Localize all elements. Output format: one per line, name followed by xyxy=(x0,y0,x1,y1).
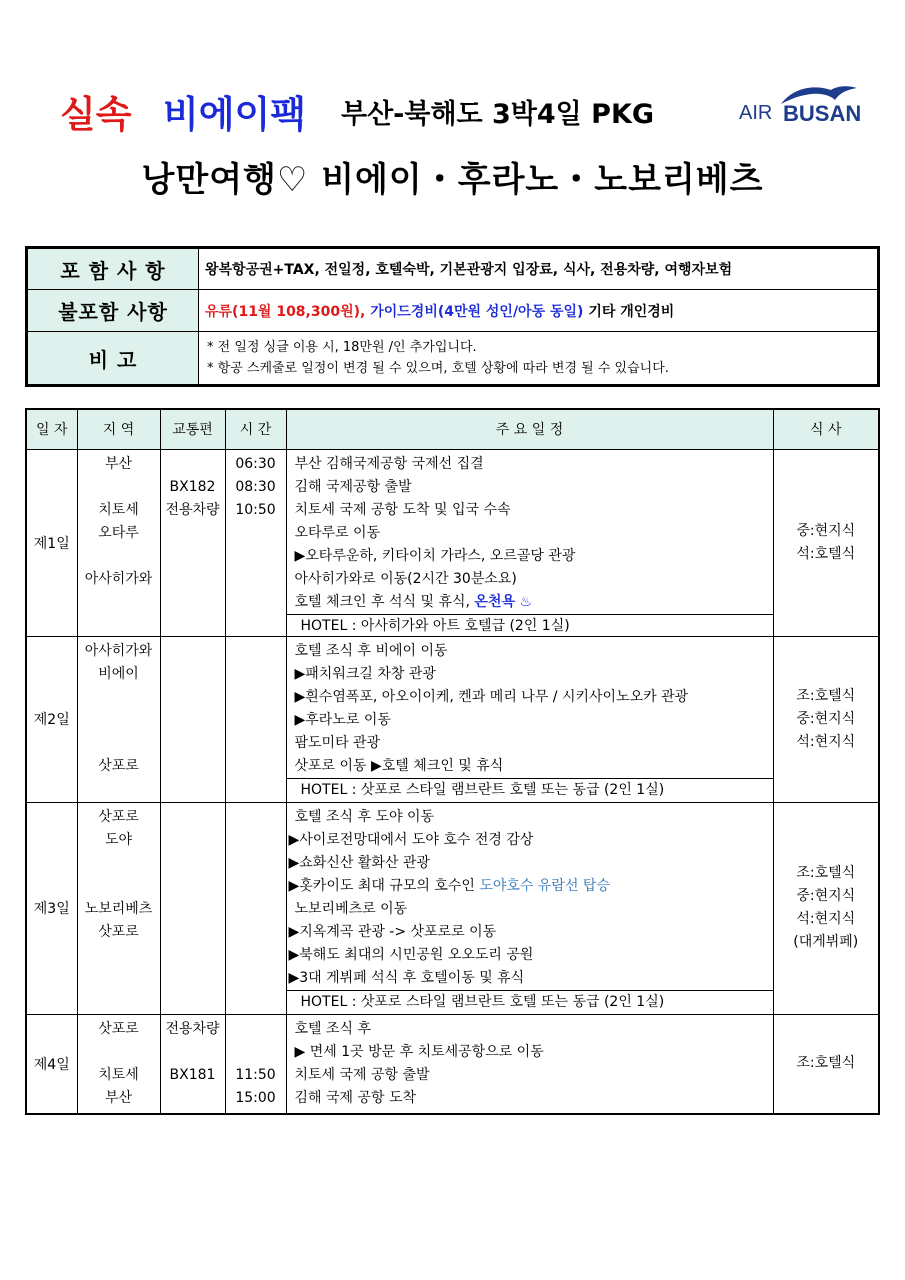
note-line-2: * 항공 스케줄로 일정이 변경 될 수 있으며, 호텔 상황에 따라 변경 될 수 있습니다. xyxy=(207,361,669,376)
region xyxy=(78,875,160,898)
day1-row xyxy=(26,449,879,636)
note-value xyxy=(199,332,879,386)
day2-meals xyxy=(773,636,879,802)
region: 삿포로 xyxy=(98,923,139,940)
meal: 중:현지식 xyxy=(796,522,856,539)
time xyxy=(226,1041,286,1064)
day2-times xyxy=(225,636,286,802)
time: 10:50 xyxy=(235,501,276,518)
region xyxy=(78,476,160,499)
region: 도야 xyxy=(104,831,133,848)
title-highlight-red: 실속 xyxy=(60,93,132,136)
day4-meals xyxy=(773,1014,879,1114)
air-busan-logo xyxy=(735,82,860,132)
region: 치토세 xyxy=(98,1066,139,1083)
header-transport: 교통편 xyxy=(160,409,225,449)
region xyxy=(78,709,160,732)
day2-transport xyxy=(160,636,225,802)
transport xyxy=(161,453,225,476)
itinerary-item-with-cruise xyxy=(287,875,773,898)
schedule-header-row xyxy=(26,409,879,449)
meal: 중:현지식 xyxy=(796,888,856,904)
region: 삿포로 xyxy=(98,757,139,774)
time: 06:30 xyxy=(235,455,276,472)
header-meal: 식 사 xyxy=(773,409,879,449)
note-row xyxy=(27,332,879,386)
transport xyxy=(161,1087,225,1110)
day3-row xyxy=(26,802,879,1014)
excluded-label: 불포함 사항 xyxy=(27,290,199,332)
title-highlight-blue: 비에이팩 xyxy=(163,93,306,136)
itinerary-item: 아사히가와로 이동(2시간 30분소요) xyxy=(294,570,517,587)
included-label: 포 함 사 항 xyxy=(27,248,199,290)
excluded-value xyxy=(199,290,879,332)
itinerary-item: ▶오타루운하, 키타이치 가라스, 오르골당 관광 xyxy=(294,547,576,564)
time xyxy=(226,1018,286,1041)
region: 부산 xyxy=(104,455,133,472)
region xyxy=(78,545,160,568)
transport: BX182 xyxy=(169,478,216,495)
meal: (대게뷔페) xyxy=(793,934,859,950)
itinerary-item: 김해 국제 공항 도착 xyxy=(294,1089,417,1106)
transport: BX181 xyxy=(169,1066,216,1083)
excluded-fuel: 유류(11월 108,300원), xyxy=(205,303,366,320)
itinerary-item: 팜도미타 관광 xyxy=(294,734,381,751)
day4-row xyxy=(26,1014,879,1114)
itinerary-item: ▶사이로전망대에서 도야 호수 전경 감상 xyxy=(288,831,534,848)
header-day: 일 자 xyxy=(26,409,77,449)
day1-transport xyxy=(160,449,225,636)
included-value: 왕복항공권+TAX, 전일정, 호텔숙박, 기본관광지 입장료, 식사, 전용차량, 여행자보험 xyxy=(199,248,879,290)
day3-meals xyxy=(773,802,879,1014)
itinerary-item: 호텔 조식 후 도야 이동 xyxy=(294,808,435,825)
region: 삿포로 xyxy=(98,808,139,825)
day1-label: 제1일 xyxy=(26,449,77,636)
time: 15:00 xyxy=(235,1089,276,1106)
day3-times xyxy=(225,802,286,1014)
day3-itinerary xyxy=(286,802,773,1014)
itinerary-item: 오타루로 이동 xyxy=(294,524,381,541)
meal: 중:현지식 xyxy=(796,710,856,727)
excluded-row xyxy=(27,290,879,332)
itinerary-item: 호텔 체크인 후 석식 및 휴식, xyxy=(294,593,470,610)
itinerary-item: 치토세 국제 공항 출발 xyxy=(294,1066,430,1083)
day3-hotel: HOTEL : 삿포로 스타일 램브란트 호텔 또는 동급 (2인 1실) xyxy=(287,990,773,1012)
region: 아사히가와 xyxy=(84,642,153,659)
itinerary-item: ▶지옥계곡 관광 -> 삿포로로 이동 xyxy=(288,923,497,940)
day1-hotel: HOTEL : 아사히가와 아트 호텔급 (2인 1실) xyxy=(287,614,773,636)
included-row xyxy=(27,248,879,290)
schedule-table xyxy=(25,408,880,1115)
day2-label: 제2일 xyxy=(26,636,77,802)
itinerary-item: ▶북해도 최대의 시민공원 오오도리 공원 xyxy=(288,946,534,963)
hot-spring-icon: ♨ xyxy=(519,593,533,610)
itinerary-item-with-onsen xyxy=(287,591,773,614)
onsen-label: 온천욕 xyxy=(474,593,515,610)
day2-row xyxy=(26,636,879,802)
day4-transport xyxy=(160,1014,225,1114)
logo-air-text: AIR xyxy=(739,102,773,124)
day4-times xyxy=(225,1014,286,1114)
day1-meals xyxy=(773,449,879,636)
day1-times xyxy=(225,449,286,636)
region xyxy=(78,852,160,875)
itinerary-item: 치토세 국제 공항 도착 및 입국 수속 xyxy=(294,501,511,518)
region: 오타루 xyxy=(98,524,139,541)
region: 부산 xyxy=(104,1089,133,1106)
day3-label: 제3일 xyxy=(26,802,77,1014)
transport xyxy=(161,1041,225,1064)
subtitle: 낭만여행♡ 비에이・후라노・노보리베츠 xyxy=(141,160,764,200)
itinerary-item: ▶후라노로 이동 xyxy=(294,711,391,728)
title-product: 부산-북해도 3박4일 PKG xyxy=(341,99,655,130)
itinerary-item: 부산 김해국제공항 국제선 집결 xyxy=(294,455,484,472)
header-time: 시 간 xyxy=(225,409,286,449)
region xyxy=(78,732,160,755)
transport: 전용차량 xyxy=(165,1020,220,1037)
region: 노보리베츠 xyxy=(84,900,153,917)
header-region: 지 역 xyxy=(77,409,160,449)
logo-busan-text: BUSAN xyxy=(783,101,862,126)
itinerary-item: ▶흰수염폭포, 아오이이케, 켄과 메리 나무 / 시키사이노오카 관광 xyxy=(294,688,689,705)
title-line xyxy=(0,82,905,142)
itinerary-item: 김해 국제공항 출발 xyxy=(294,478,412,495)
meal: 석:현지식 xyxy=(796,911,856,927)
info-table xyxy=(25,246,880,387)
itinerary-item: ▶ 면세 1곳 방문 후 치토세공항으로 이동 xyxy=(294,1043,544,1060)
note-label: 비 고 xyxy=(27,332,199,386)
meal: 석:호텔식 xyxy=(796,545,856,562)
region: 치토세 xyxy=(98,501,139,518)
meal: 조:호텔식 xyxy=(796,865,856,881)
region: 삿포로 xyxy=(98,1020,139,1037)
cruise-label: 도야호수 유람선 탑승 xyxy=(479,877,610,894)
transport: 전용차량 xyxy=(165,501,220,518)
itinerary-item: 호텔 조식 후 xyxy=(294,1020,372,1037)
day2-itinerary xyxy=(286,636,773,802)
itinerary-item: 삿포로 이동 ▶호텔 체크인 및 휴식 xyxy=(294,757,504,774)
region xyxy=(78,1041,160,1064)
day3-regions xyxy=(77,802,160,1014)
day2-regions xyxy=(77,636,160,802)
meal: 조:호텔식 xyxy=(796,687,856,704)
day4-regions xyxy=(77,1014,160,1114)
excluded-guide: 가이드경비(4만원 성인/아동 동일) xyxy=(370,303,584,320)
day1-regions xyxy=(77,449,160,636)
excluded-other: 기타 개인경비 xyxy=(588,303,675,320)
day4-itinerary xyxy=(286,1014,773,1114)
day4-label: 제4일 xyxy=(26,1014,77,1114)
day3-transport xyxy=(160,802,225,1014)
time: 08:30 xyxy=(235,478,276,495)
itinerary-item: 호텔 조식 후 비에이 이동 xyxy=(294,642,448,659)
time: 11:50 xyxy=(235,1066,276,1083)
itinerary-item: ▶3대 게뷔페 석식 후 호텔이동 및 휴식 xyxy=(288,969,525,986)
header-itinerary: 주 요 일 정 xyxy=(286,409,773,449)
meal: 석:현지식 xyxy=(796,733,856,750)
itinerary-item: ▶홋카이도 최대 규모의 호수인 xyxy=(288,877,475,894)
region: 비에이 xyxy=(98,665,139,682)
day2-hotel: HOTEL : 삿포로 스타일 램브란트 호텔 또는 동급 (2인 1실) xyxy=(287,778,773,800)
region xyxy=(78,686,160,709)
itinerary-item: ▶패치워크길 차창 관광 xyxy=(294,665,436,682)
note-line-1: * 전 일정 싱글 이용 시, 18만원 /인 추가입니다. xyxy=(207,340,477,355)
meal: 조:호텔식 xyxy=(796,1055,856,1072)
region: 아사히가와 xyxy=(84,570,153,587)
itinerary-item: 노보리베츠로 이동 xyxy=(294,900,408,917)
itinerary-item: ▶쇼화신산 활화산 관광 xyxy=(288,854,430,871)
day1-itinerary xyxy=(286,449,773,636)
